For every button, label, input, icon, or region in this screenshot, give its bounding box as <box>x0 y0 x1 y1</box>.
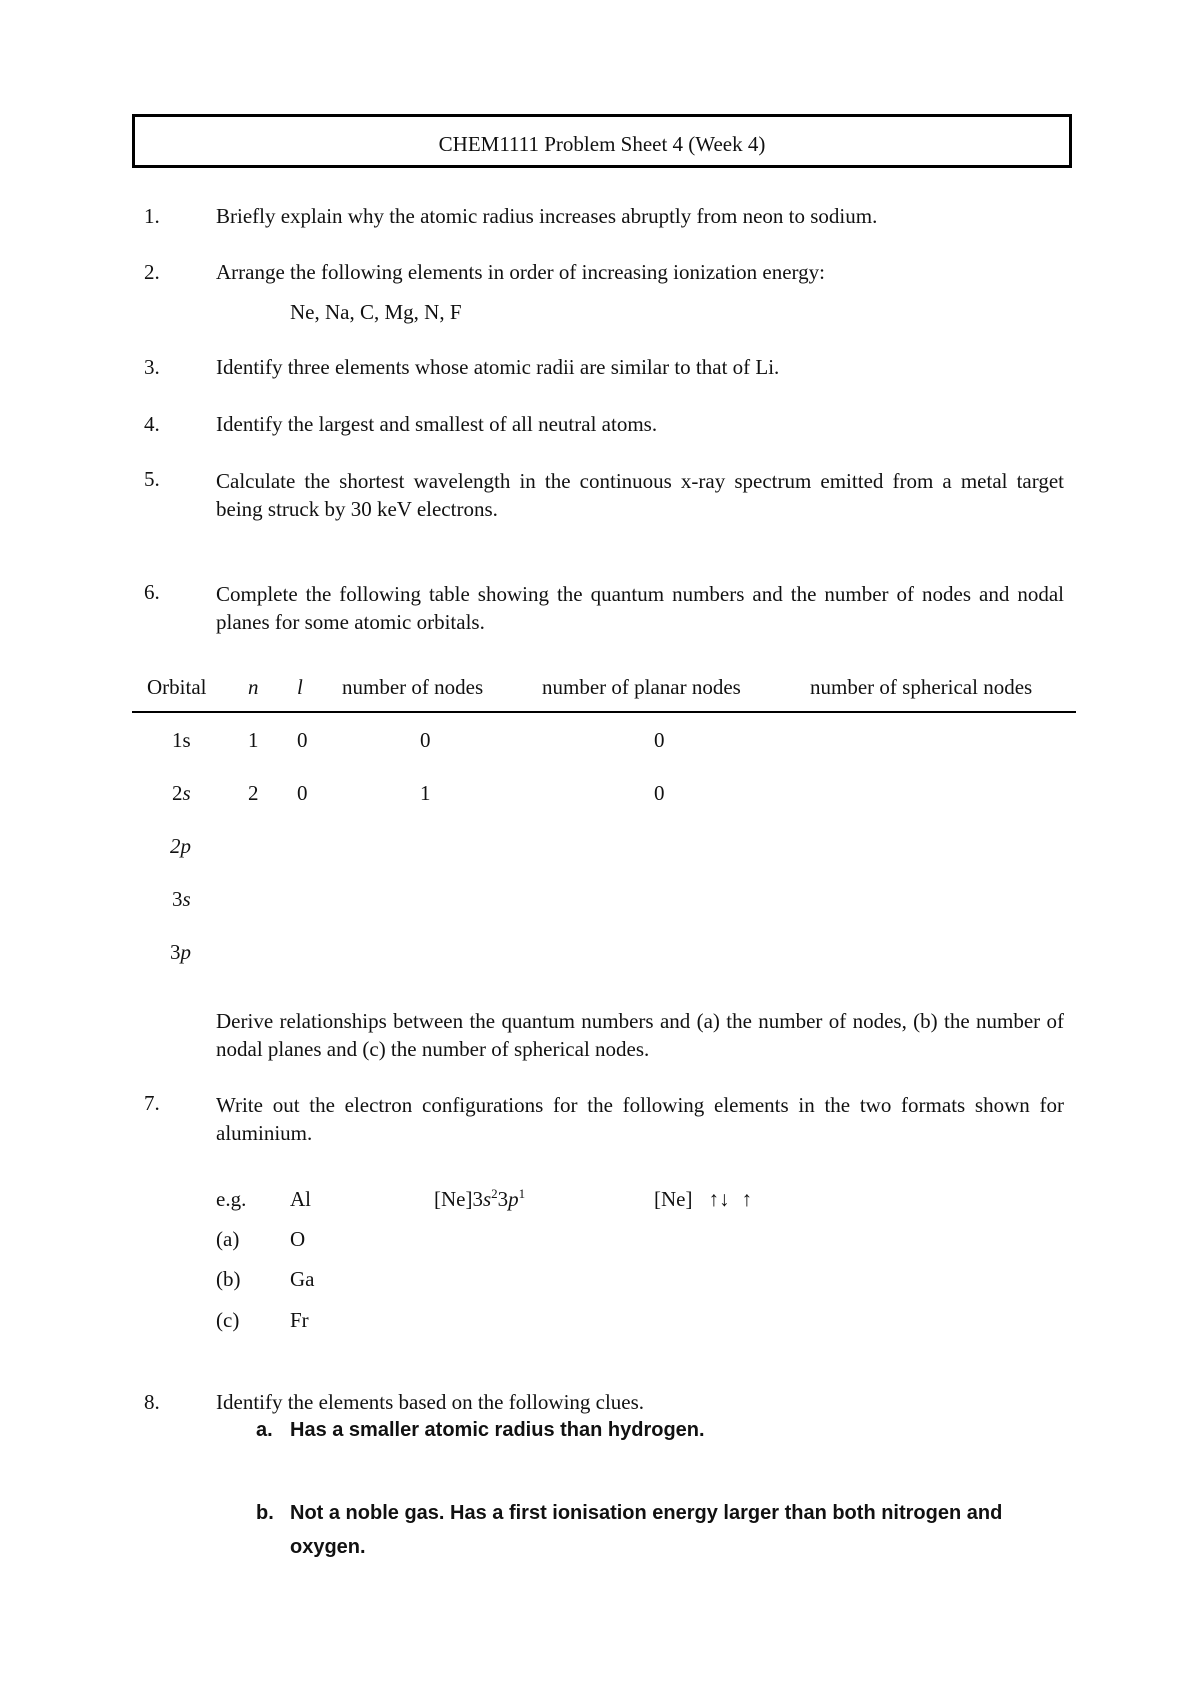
n-cell: 2 <box>248 781 259 805</box>
question-number: 6. <box>144 580 160 604</box>
orbital-cell-letter: s <box>182 781 191 805</box>
title-box <box>132 114 1072 168</box>
item-label: (a) <box>216 1227 240 1251</box>
orbital-cell: 3 <box>170 940 181 964</box>
orbital-cell-letter: p <box>180 834 191 858</box>
n-cell: 1 <box>248 728 259 752</box>
item-label: (c) <box>216 1308 240 1332</box>
table-header-planar: number of planar nodes <box>542 675 741 699</box>
table-header-spherical: number of spherical nodes <box>810 675 1033 699</box>
question-text: Calculate the shortest wavelength in the continuous x-ray spectrum emitted from a metal target being struck by 30 keV electrons. <box>216 469 1064 521</box>
example-label: e.g. <box>216 1187 247 1211</box>
orbital-cell-letter: s <box>182 887 191 911</box>
orbital-cell: 2 <box>170 834 181 858</box>
question-text: Briefly explain why the atomic radius increases abruptly from neon to sodium. <box>216 204 878 228</box>
example-box-config: [Ne] ↑↓ ↑ <box>654 1187 752 1211</box>
question-number: 1. <box>144 204 160 228</box>
nodes-cell: 0 <box>420 728 431 752</box>
question-number: 2. <box>144 260 160 284</box>
item-element: Fr <box>290 1308 309 1332</box>
table-row <box>172 781 191 806</box>
table-header-nodes: number of nodes <box>342 675 484 699</box>
orbital-cell: 1 <box>172 728 183 752</box>
question-followup: Derive relationships between the quantum numbers and (a) the number of nodes, (b) the number of nodal planes and (c) the number of spherical nodes. <box>216 1009 1064 1061</box>
clue-text: Has a smaller atomic radius than hydrogen. <box>290 1419 705 1441</box>
orbital-cell-letter: s <box>182 728 191 752</box>
question-number: 3. <box>144 355 160 379</box>
arrow-up-icon: ↑ <box>741 1187 752 1211</box>
planar-cell: 0 <box>654 728 665 752</box>
question-text: Complete the following table showing the quantum numbers and the number of nodes and nodal planes for some atomic orbitals. <box>216 582 1064 634</box>
l-cell: 0 <box>297 728 308 752</box>
clue-text: Not a noble gas. Has a first ionisation energy larger than both nitrogen and <box>290 1502 1003 1524</box>
table-rule <box>132 711 1076 713</box>
question-text: Arrange the following elements in order of increasing ionization energy: <box>216 260 825 284</box>
table-row <box>172 887 191 912</box>
question-text: Write out the electron configurations for the following elements in the two formats shown for aluminium. <box>216 1093 1064 1145</box>
example-element: Al <box>290 1187 311 1211</box>
question-number: 7. <box>144 1091 160 1115</box>
item-element: O <box>290 1227 306 1251</box>
question-text: Identify the elements based on the following clues. <box>216 1390 645 1414</box>
planar-cell: 0 <box>654 781 665 805</box>
table-row <box>170 834 191 859</box>
question-text: Identify three elements whose atomic radii are similar to that of Li. <box>216 355 780 379</box>
nodes-cell: 1 <box>420 781 431 805</box>
question-number: 4. <box>144 412 160 436</box>
orbital-cell: 3 <box>172 887 183 911</box>
table-row <box>170 940 191 965</box>
question-number: 8. <box>144 1390 160 1414</box>
example-config: $[Ne]3s^23p^1$ <box>434 1186 526 1211</box>
question-number: 5. <box>144 467 160 491</box>
clue-label: b. <box>256 1502 274 1524</box>
question-text: Identify the largest and smallest of all neutral atoms. <box>216 412 658 436</box>
l-cell: 0 <box>297 781 308 805</box>
table-header-n: n <box>248 675 259 699</box>
element-list: Ne, Na, C, Mg, N, F <box>290 300 462 324</box>
arrow-pair-icon: ↑↓ <box>708 1187 730 1211</box>
clue-text-cont: oxygen. <box>290 1536 366 1558</box>
clue-label: a. <box>256 1419 273 1441</box>
table-header-orbital: Orbital <box>147 675 207 699</box>
table-row <box>172 728 191 753</box>
page-title: CHEM1111 Problem Sheet 4 (Week 4) <box>438 132 766 156</box>
orbital-cell: 2 <box>172 781 183 805</box>
table-header-l: l <box>297 675 303 699</box>
item-label: (b) <box>216 1267 241 1291</box>
item-element: Ga <box>290 1267 315 1291</box>
orbital-cell-letter: p <box>180 940 191 964</box>
